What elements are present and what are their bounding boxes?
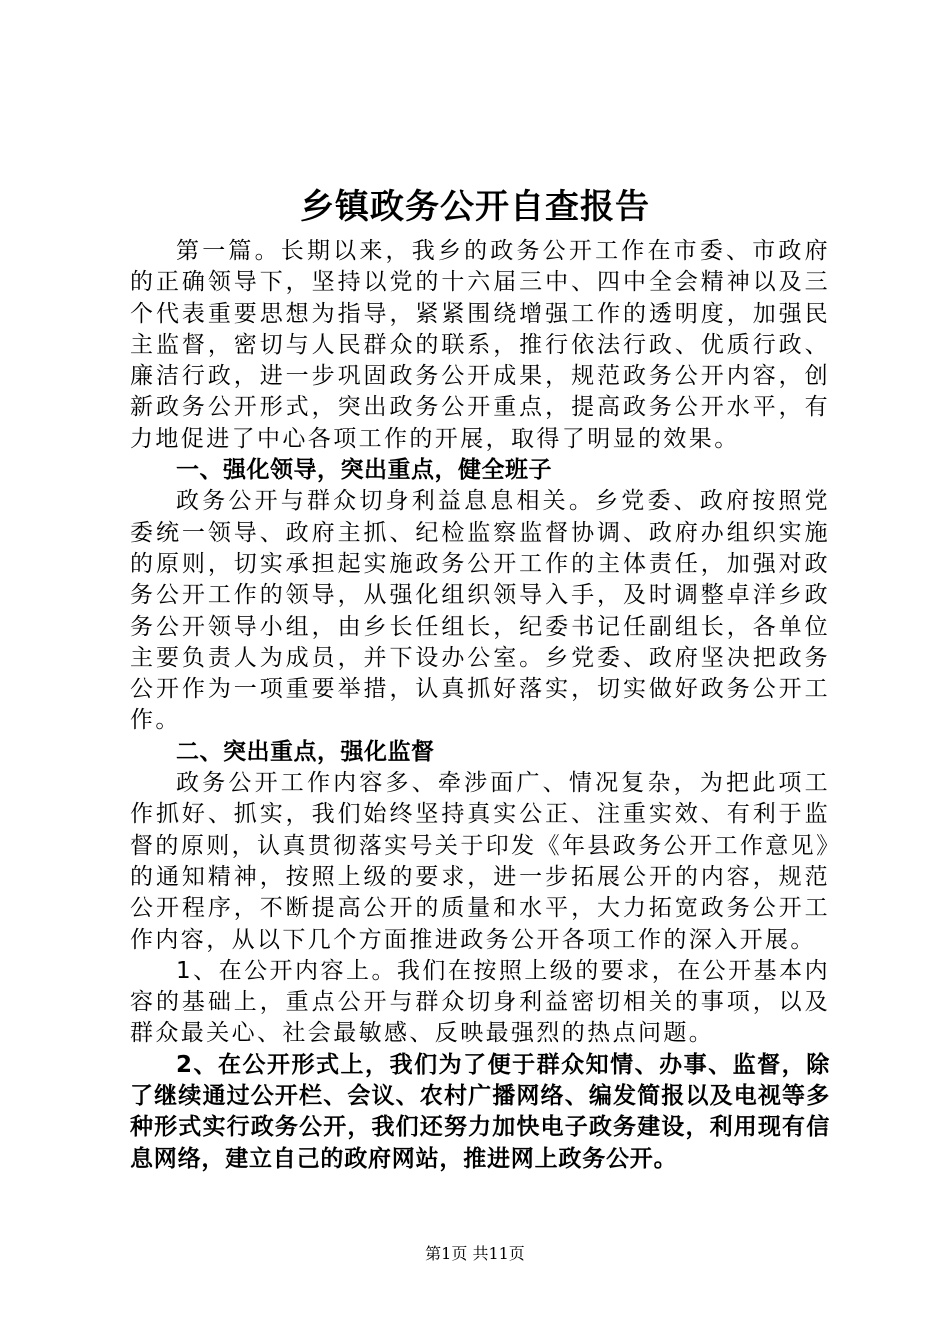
document-body xyxy=(130,236,830,1175)
section-1-paragraph: 政务公开与群众切身利益息息相关。乡党委、政府按照党委统一领导、政府主抓、纪检监察监督协调、政府办组织实施的原则，切实承担起实施政务公开工作的主体责任，加强对政务公开工作的领导，从强化组织领导入手，及时调整卓洋乡政务公开领导小组，由乡长任组长，纪委书记任副组长，各单位主要负责人为成员，并下设办公室。乡党委、政府坚决把政务公开作为一项重要举措，认真抓好落实，切实做好政务公开工作。 xyxy=(130,488,830,734)
section-2-paragraph: 政务公开工作内容多、牵涉面广、情况复杂，为把此项工作抓好、抓实，我们始终坚持真实公正、注重实效、有利于监督的原则，认真贯彻落实号关于印发《年县政务公开工作意见》的通知精神，按照上级的要求，进一步拓展公开的内容，规范公开程序，不断提高公开的质量和水平，大力拓宽政务公开工作内容，从以下几个方面推进政务公开各项工作的深入开展。 xyxy=(130,770,830,953)
section-heading-1: 一、强化领导，突出重点，健全班子 xyxy=(176,457,552,484)
item-2-paragraph: 2、在公开形式上，我们为了便于群众知情、办事、监督，除了继续通过公开栏、会议、农村广播网络、编发简报以及电视等多种形式实行政务公开，我们还努力加快电子政务建设，利用现有信息网络，建立自己的政府网站，推进网上政务公开。 xyxy=(130,1051,830,1172)
document-title: 乡镇政务公开自查报告 xyxy=(300,187,650,227)
intro-paragraph: 第一篇。长期以来，我乡的政务公开工作在市委、市政府的正确领导下，坚持以党的十六届三中、四中全会精神以及三个代表重要思想为指导，紧紧围绕增强工作的透明度，加强民主监督，密切与人民群众的联系，推行依法行政、优质行政、廉洁行政，进一步巩固政务公开成果，规范政务公开内容，创新政务公开形式，突出政务公开重点，提高政务公开水平，有力地促进了中心各项工作的开展，取得了明显的效果。 xyxy=(130,238,830,452)
item-1-paragraph: 1、在公开内容上。我们在按照上级的要求，在公开基本内容的基础上，重点公开与群众切身利益密切相关的事项，以及群众最关心、社会最敏感、反映最强烈的热点问题。 xyxy=(130,957,830,1047)
section-heading-2: 二、突出重点，强化监督 xyxy=(176,738,435,765)
page-number-footer: 第1页 共11页 xyxy=(425,1244,525,1263)
